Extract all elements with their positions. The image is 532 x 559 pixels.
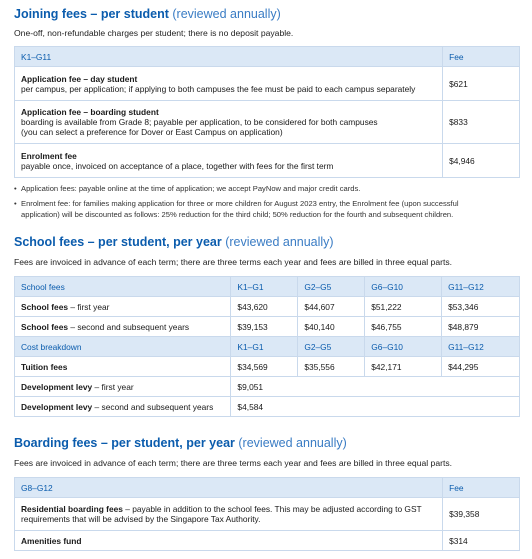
table-cell: $42,171 (365, 357, 442, 377)
col-header-g2-g5: G2–G5 (298, 337, 365, 357)
table-cell: $53,346 (442, 297, 520, 317)
col-header-fee: Fee (443, 478, 520, 498)
col-header-g6-g10: G6–G10 (365, 337, 442, 357)
table-header-row (15, 277, 520, 297)
fee-item-cell (15, 67, 443, 101)
table-cell-span: $4,584 (231, 397, 520, 417)
table-row (15, 377, 520, 397)
col-header-g11-g12: G11–G12 (442, 337, 520, 357)
fee-item-name: Enrolment fee (21, 150, 77, 161)
row-label (15, 297, 231, 317)
joining-fees-table (14, 46, 520, 178)
row-label-bold: Tuition fees (21, 361, 68, 372)
table-cell: $44,607 (298, 297, 365, 317)
table-row (15, 397, 520, 417)
boarding-title: Boarding fees – per student, per year (14, 436, 235, 450)
fee-item-cell (15, 101, 443, 144)
fee-amount: $314 (443, 531, 520, 551)
table-row (15, 531, 520, 551)
school-intro: Fees are invoiced in advance of each term; there are three terms each year and fees are billed in three equal parts. (14, 257, 453, 267)
joining-fees-heading (14, 7, 281, 21)
row-label (15, 377, 231, 397)
table-row (15, 144, 520, 178)
fee-item-desc: boarding is available from Grade 8; payable per application, to be considered for both campuses (21, 117, 378, 127)
fee-amount: $39,358 (443, 498, 520, 531)
table-row (15, 357, 520, 377)
table-cell: $48,879 (442, 317, 520, 337)
row-label-suffix: – first year (68, 301, 110, 312)
row-label-suffix: – second and subsequent years (68, 321, 190, 332)
row-label (15, 397, 231, 417)
table-cell: $51,222 (365, 297, 442, 317)
school-subtitle: (reviewed annually) (225, 235, 334, 249)
joining-subtitle: (reviewed annually) (172, 7, 281, 21)
table-header-row (15, 478, 520, 498)
fee-item-name: Amenities fund (21, 535, 82, 546)
table-row (15, 101, 520, 144)
note-text: Enrolment fee: for families making application for three or more children for August 2023 entry, the Enrolment fee (upon successful (21, 199, 459, 208)
table-row (15, 498, 520, 531)
table-cell: $34,569 (231, 357, 298, 377)
row-label-bold: Development levy (21, 401, 93, 412)
row-label-bold: Development levy (21, 381, 93, 392)
fee-item-cell (15, 144, 443, 178)
fee-item-cell (15, 531, 443, 551)
table-cell: $40,140 (298, 317, 365, 337)
row-label (15, 317, 231, 337)
col-header-g11-g12: G11–G12 (442, 277, 520, 297)
fee-amount: $621 (443, 67, 520, 101)
col-header-k1-g1: K1–G1 (231, 277, 298, 297)
fee-amount: $833 (443, 101, 520, 144)
school-fees-table (14, 276, 520, 417)
fee-item-desc: per campus, per application; if applying to both campuses the fee must be paid to each campus separately (21, 83, 416, 94)
table-header-row (15, 47, 520, 67)
joining-note-2-cont: application) will be discounted as follows: 25% reduction for the third child; 50% reduction for the fourth and subsequent children. (21, 210, 454, 219)
boarding-fees-table (14, 477, 520, 551)
bullet-icon: • (14, 199, 17, 208)
bullet-icon: • (14, 184, 17, 193)
boarding-subtitle: (reviewed annually) (238, 436, 347, 450)
table-row (15, 297, 520, 317)
fee-item-desc: payable once, invoiced on acceptance of a place, together with fees for the first term (21, 160, 334, 171)
row-label (15, 357, 231, 377)
table-row (15, 317, 520, 337)
note-text: Application fees: payable online at the time of application; we accept PayNow and major credit cards. (21, 184, 361, 193)
fee-item-desc-2: requirements that will be advised by the Singapore Tax Authority. (21, 514, 261, 524)
joining-note-2 (14, 199, 459, 208)
fee-item-name: Residential boarding fees (21, 504, 123, 514)
fee-item-cell (15, 498, 443, 531)
table-row (15, 67, 520, 101)
fee-item-name: Application fee – day student (21, 73, 138, 84)
row-label-suffix: – first year (92, 381, 134, 392)
joining-note-1 (14, 184, 360, 193)
table-cell: $43,620 (231, 297, 298, 317)
joining-intro: One-off, non-refundable charges per student; there is no deposit payable. (14, 28, 294, 38)
joining-title: Joining fees – per student (14, 7, 169, 21)
table-cell: $35,556 (298, 357, 365, 377)
col-header-cost-breakdown: Cost breakdown (15, 337, 231, 357)
boarding-fees-heading (14, 436, 347, 450)
fee-item-name: Application fee – boarding student (21, 107, 159, 117)
row-label-bold: School fees (21, 321, 69, 332)
fee-item-desc: – payable in addition to the school fees. This may be adjusted according to GST (122, 504, 422, 514)
fee-amount: $4,946 (443, 144, 520, 178)
row-label-suffix: – second and subsequent years (92, 401, 214, 412)
school-title: School fees – per student, per year (14, 235, 222, 249)
table-cell-span: $9,051 (231, 377, 520, 397)
table-cell: $39,153 (231, 317, 298, 337)
table-cell: $44,295 (442, 357, 520, 377)
row-label-bold: School fees (21, 301, 69, 312)
col-header-fee: Fee (443, 47, 520, 67)
table-cell: $46,755 (365, 317, 442, 337)
fee-item-desc-2: (you can select a preference for Dover or East Campus on application) (21, 127, 283, 137)
col-header-g2-g5: G2–G5 (298, 277, 365, 297)
col-header-school-fees: School fees (15, 277, 231, 297)
boarding-intro: Fees are invoiced in advance of each term; there are three terms each year and fees are billed in three equal parts. (14, 458, 453, 468)
col-header-g6-g10: G6–G10 (365, 277, 442, 297)
col-header-grades: K1–G11 (15, 47, 443, 67)
col-header-k1-g1: K1–G1 (231, 337, 298, 357)
school-fees-heading (14, 235, 334, 249)
col-header-grades: G8–G12 (15, 478, 443, 498)
table-header-row (15, 337, 520, 357)
